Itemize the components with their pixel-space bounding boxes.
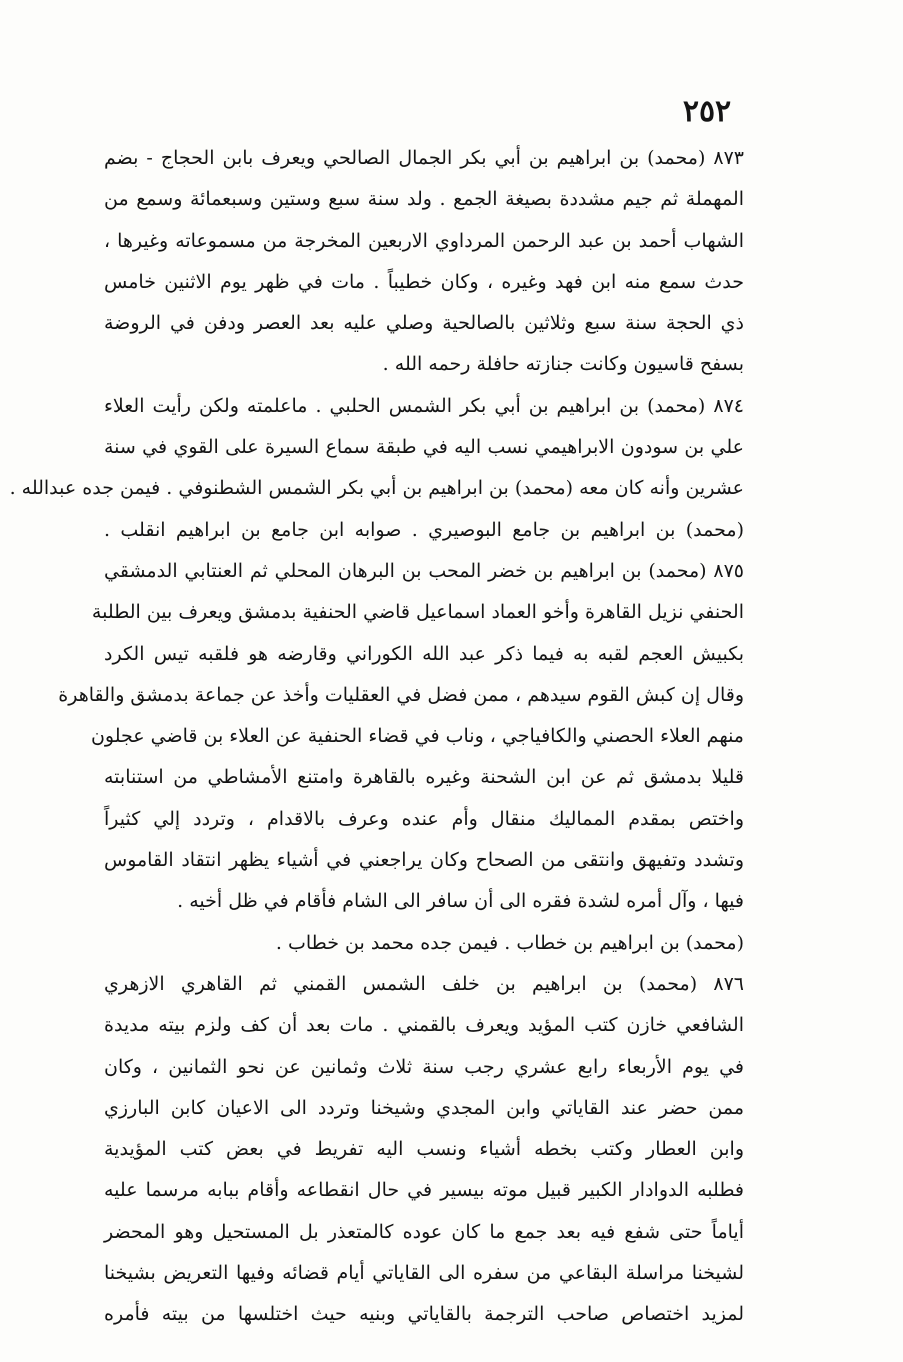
text-body bbox=[9, 138, 745, 1336]
text-line: بكبيش العجم لقبه به فيما ذكر عبد الله الكوراني وقارضه هو فلقبه تيس الكرد bbox=[104, 642, 744, 665]
text-line: منهم العلاء الحصني والكافياجي ، وناب في قضاء الحنفية عن العلاء بن قاضي عجلون bbox=[90, 725, 744, 748]
text-line: الشافعي خازن كتب المؤيد ويعرف بالقمني . مات بعد أن كف ولزم بيته مديدة bbox=[104, 1014, 744, 1037]
text-line: قليلا بدمشق ثم عن ابن الشحنة وغيره بالقاهرة وامتنع الأمشاطي من استنابته bbox=[104, 766, 744, 789]
text-line: (محمد) بن ابراهيم بن جامع البوصيري . صوابه ابن جامع بن ابراهيم انقلب . bbox=[104, 518, 744, 541]
text-line: وتشدد وتفيهق وانتقى من الصحاح وكان يراجعني في أشياء يظهر انتقاد القاموس bbox=[104, 849, 744, 872]
text-line: في يوم الأربعاء رابع عشري رجب سنة ثلاث وثمانين عن نحو الثمانين ، وكان bbox=[104, 1055, 744, 1078]
text-line: المهملة ثم جيم مشددة بصيغة الجمع . ولد سنة سبع وستين وسبعمائة وسمع من bbox=[104, 188, 744, 211]
text-line: أياماً حتى شفع فيه بعد جمع ما كان عوده كالمتعذر بل المستحيل وهو المحضر bbox=[104, 1220, 744, 1243]
text-line: (محمد) بن ابراهيم بن خطاب . فيمن جده محمد بن خطاب . bbox=[275, 931, 744, 954]
text-line: علي بن سودون الابراهيمي نسب اليه في طبقة سماع السيرة على القوي في سنة bbox=[104, 436, 744, 459]
text-line: فطلبه الدوادار الكبير قبيل موته بيسير في حال انقطاعه وأقام ببابه مرسما عليه bbox=[104, 1179, 744, 1202]
text-line: وقال إن كبش القوم سيدهم ، ممن فضل في العقليات وأخذ عن جماعة بدمشق والقاهرة bbox=[58, 683, 744, 706]
text-line: حدث سمع منه ابن فهد وغيره ، وكان خطيباً . مات في ظهر يوم الاثنين خامس bbox=[104, 270, 744, 293]
text-line: الشهاب أحمد بن عبد الرحمن المرداوي الاربعين المخرجة من مسموعاته وغيرها ، bbox=[104, 229, 744, 252]
text-line: ٨٧٣ (محمد) بن ابراهيم بن أبي بكر الجمال الصالحي ويعرف بابن الحجاج - بضم bbox=[104, 147, 744, 169]
text-line: بسفح قاسيون وكانت جنازته حافلة رحمه الله . bbox=[382, 353, 744, 376]
text-line: وابن العطار وكتب بخطه أشياء ونسب اليه تفريط في بعض كتب المؤيدية bbox=[104, 1138, 745, 1161]
text-line: فيها ، وآل أمره لشدة فقره الى أن سافر الى الشام فأقام في ظل أخيه . bbox=[177, 890, 744, 913]
text-line: ممن حضر عند القاياتي وابن المجدي وشيخنا وتردد الى الاعيان كابن البارزي bbox=[104, 1096, 744, 1119]
text-line: لمزيد اختصاص صاحب الترجمة بالقاياتي وبنيه حيث اختلسها من بيته فأمره bbox=[104, 1303, 744, 1326]
text-line: ٨٧٥ (محمد) بن ابراهيم بن خضر المحب بن البرهان المحلي ثم العنتابي الدمشقي bbox=[104, 559, 744, 582]
text-line: ذي الحجة سنة سبع وثلاثين بالصالحية وصلي عليه بعد العصر ودفن في الروضة bbox=[104, 312, 744, 335]
text-line: لشيخنا مراسلة البقاعي من سفره الى القاياتي أيام قضائه وفيها التعريض بشيخنا bbox=[104, 1262, 744, 1285]
text-line: ٨٧٦ (محمد) بن ابراهيم بن خلف الشمس القمني ثم القاهري الازهري bbox=[104, 972, 744, 995]
page-number: ٢٥٢ bbox=[682, 94, 732, 129]
text-line: عشرين وأنه كان معه (محمد) بن ابراهيم بن أبي بكر الشمس الشطنوفي . فيمن جده عبدالله . bbox=[9, 477, 744, 500]
text-line: ٨٧٤ (محمد) بن ابراهيم بن أبي بكر الشمس الحلبي . ماعلمته ولكن رأيت العلاء bbox=[104, 394, 744, 417]
text-line: الحنفي نزيل القاهرة وأخو العماد اسماعيل قاضي الحنفية بدمشق ويعرف بين الطلبة bbox=[91, 601, 744, 624]
text-line: واختص بمقدم المماليك منقال وأم عنده وعرف بالاقدام ، وتردد إلي كثيراً bbox=[104, 807, 744, 830]
